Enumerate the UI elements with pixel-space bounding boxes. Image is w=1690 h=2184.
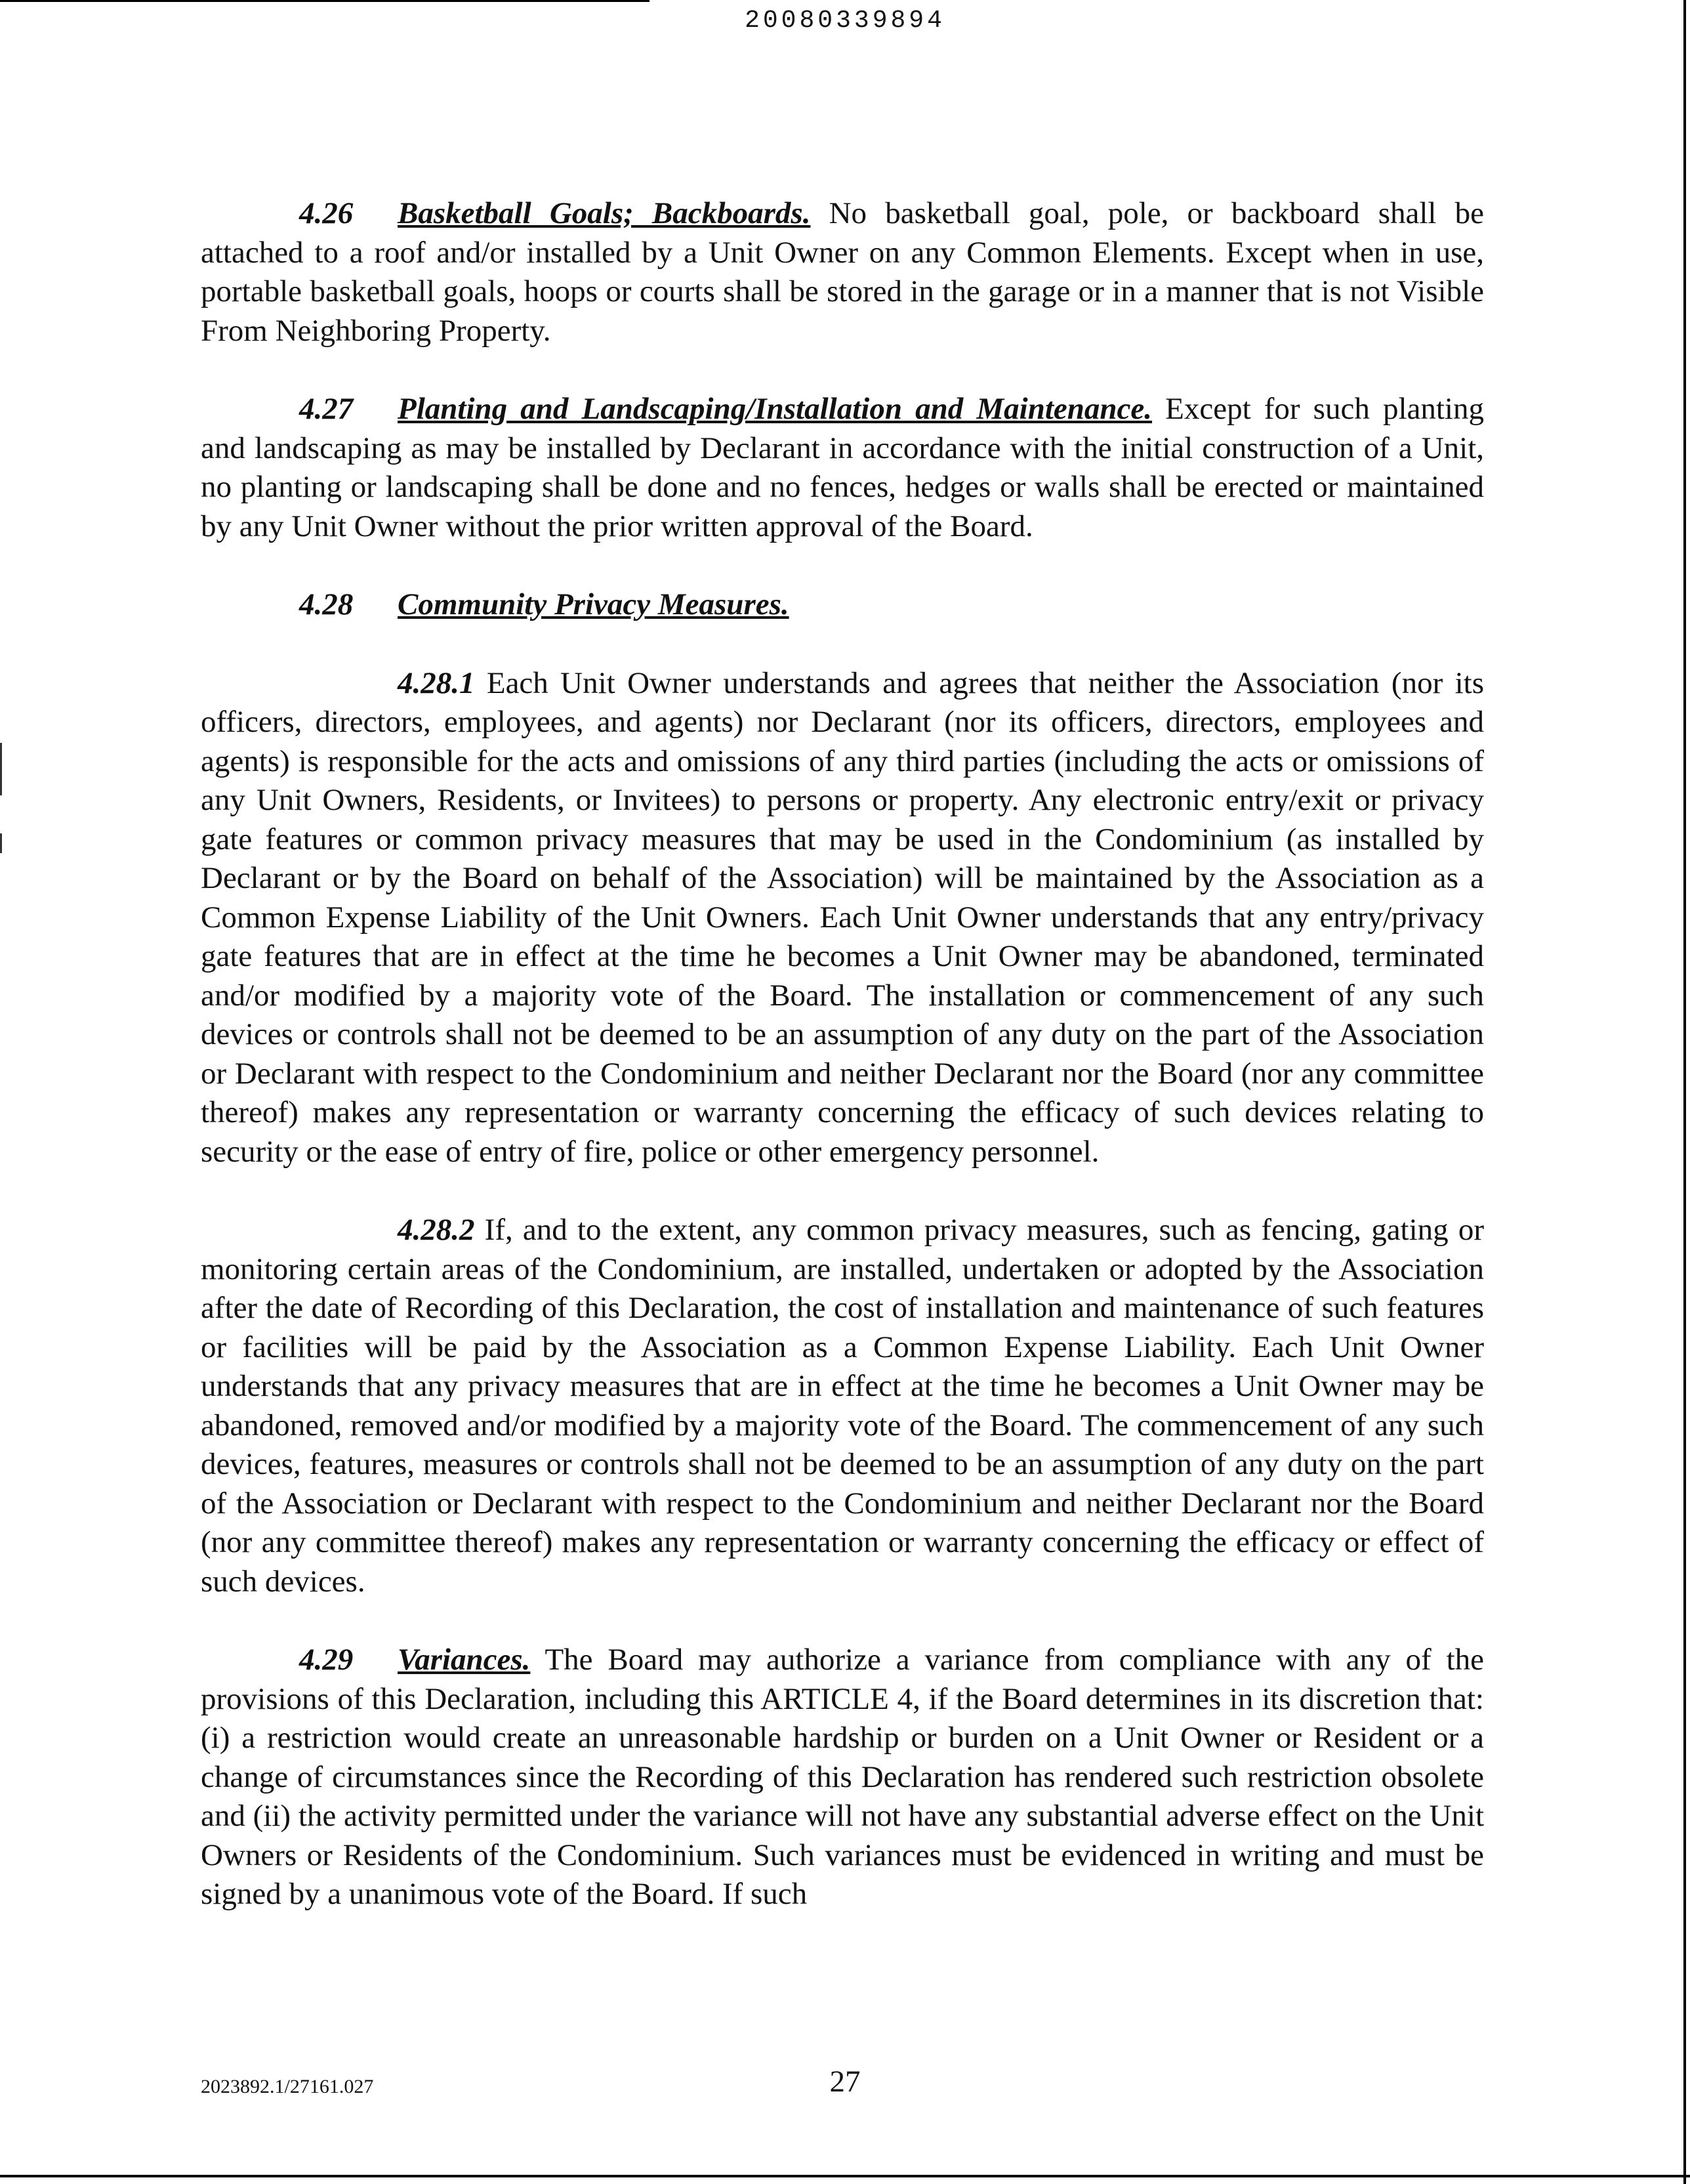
section-text: Each Unit Owner understands and agrees that neither the Association (nor its officers, directors, employees, and agents) nor Declarant (nor its officers, directors, employees and agents) is responsible for the acts and omissions of any third parties (including the acts or omissions of any Unit Owners, Residents, or Invitees) to persons or property. Any electronic entry/exit or privacy gate features or common privacy measures that may be used in the Condominium (as installed by Declarant or by the Board on behalf of the Association) will be maintained by the Association as a Common Expense Liability of the Unit Owners. Each Unit Owner understands that any entry/privacy gate features that are in effect at the time he becomes a Unit Owner may be abandoned, terminated and/or modified by a majority vote of the Board. The installation or commencement of any such devices or controls shall not be deemed to be an assumption of any duty on the part of the Association or Declarant with respect to the Condominium and neither Declarant nor the Board (nor any committee thereof) makes any representation or warranty concerning the efficacy of such devices relating to security or the ease of entry of fire, police or other emergency personnel. — [201, 665, 1484, 1169]
footer-document-id: 2023892.1/27161.027 — [201, 2076, 374, 2097]
section-4-28-1 — [201, 664, 1484, 1172]
section-number: 4.26 — [299, 196, 354, 230]
subsection-number: 4.28.1 — [398, 665, 475, 700]
scan-margin-mark — [0, 743, 2, 795]
section-4-28-2 — [201, 1211, 1484, 1601]
section-4-29 — [201, 1641, 1484, 1914]
section-text: No basketball goal, pole, or backboard shall be attached to a roof and/or installed by a Unit Owner on any Common Elements. Except when in use, portable basketball goals, hoops or courts shall be stored in the garage or in a manner that is not Visible From Neighboring Property. — [201, 196, 1484, 348]
scan-margin-mark — [0, 833, 2, 853]
section-title: Planting and Landscaping/Installation and Maintenance. — [398, 392, 1153, 426]
section-number: 4.27 — [299, 392, 354, 426]
right-border-rule — [1683, 0, 1686, 2184]
section-4-28 — [201, 585, 1484, 625]
section-title: Variances. — [398, 1643, 531, 1677]
section-title: Basketball Goals; Backboards. — [398, 196, 811, 230]
section-4-27 — [201, 390, 1484, 546]
subsection-number: 4.28.2 — [398, 1213, 475, 1247]
section-text: If, and to the extent, any common privacy measures, such as fencing, gating or monitoring certain areas of the Condominium, are installed, undertaken or adopted by the Association after the date of Recording of this Declaration, the cost of installation and maintenance of such features or facilities will be paid by the Association as a Common Expense Liability. Each Unit Owner understands that any privacy measures that are in effect at the time he becomes a Unit Owner may be abandoned, removed and/or modified by a majority vote of the Board. The commencement of any such devices, features, measures or controls shall not be deemed to be an assumption of any duty on the part of the Association or Declarant with respect to the Condominium and neither Declarant nor the Board (nor any committee thereof) makes any representation or warranty concerning the efficacy or effect of such devices. — [201, 1213, 1484, 1599]
section-text: The Board may authorize a variance from compliance with any of the provisions of this Declaration, including this ARTICLE 4, if the Board determines in its discretion that: (i) a restriction would create an unreasonable hardship or burden on a Unit Owner or Resident or a change of circumstances since the Recording of this Declaration has rendered such restriction obsolete and (ii) the activity permitted under the variance will not have any substantial adverse effect on the Unit Owners or Residents of the Condominium. Such variances must be evidenced in writing and must be signed by a unanimous vote of the Board. If such — [201, 1643, 1484, 1911]
section-4-26 — [201, 194, 1484, 350]
top-border-rule — [0, 0, 649, 2]
bottom-border-rule — [0, 2175, 1690, 2177]
section-title: Community Privacy Measures. — [398, 587, 789, 621]
document-body — [201, 194, 1484, 1954]
section-number: 4.29 — [299, 1643, 354, 1677]
section-text: Except for such planting and landscaping as may be installed by Declarant in accordance with the initial construction of a Unit, no planting or landscaping shall be done and no fences, hedges or walls shall be erected or maintained by any Unit Owner without the prior written approval of the Board. — [201, 392, 1484, 543]
section-number: 4.28 — [299, 587, 354, 621]
page-number: 27 — [829, 2065, 861, 2099]
document-number: 20080339894 — [745, 7, 945, 35]
